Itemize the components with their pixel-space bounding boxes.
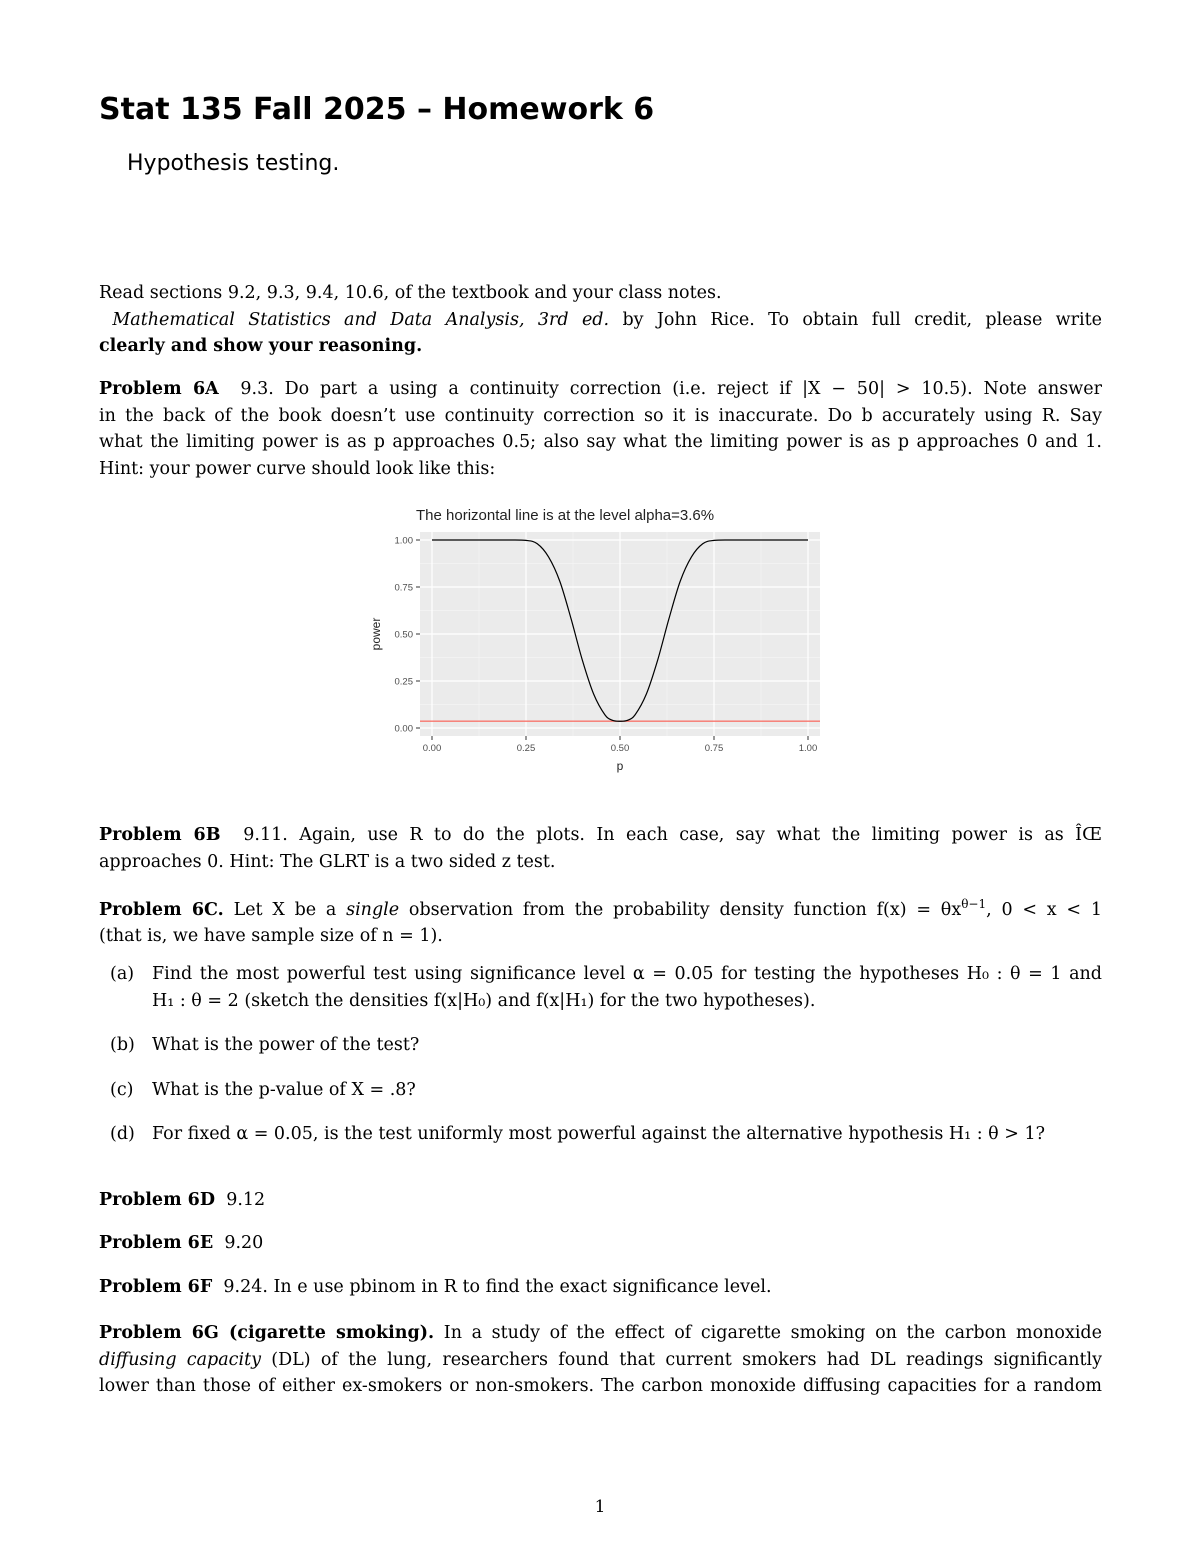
chart-title: The horizontal line is at the level alpha=3.6% bbox=[416, 507, 715, 524]
problem-6a-line-4: Hint: your power curve should look like this: bbox=[99, 458, 496, 479]
chart-tick-label-y: 0.50 bbox=[394, 629, 413, 641]
problem-6g-line-1 bbox=[99, 1320, 1102, 1347]
problem-6c-single: single bbox=[346, 899, 400, 920]
problem-6a-line-2: in the back of the book doesn’t use continuity correction so it is inaccurate. Do b accurately using R. Say bbox=[99, 405, 1102, 426]
problem-6b-line-1-text: 9.11. Again, use R to do the plots. In each case, say what the limiting power is as ÎŒ bbox=[243, 825, 1102, 845]
problem-6g-line-2 bbox=[99, 1347, 1102, 1374]
problem-6f-label: Problem 6F bbox=[99, 1277, 213, 1297]
chart-tick-label-y: 0.25 bbox=[394, 676, 413, 688]
item-c-label: (c) bbox=[110, 1080, 134, 1100]
problem-6e bbox=[99, 1233, 263, 1253]
problem-6d bbox=[99, 1190, 265, 1210]
chart-tick-label-y: 0.75 bbox=[394, 582, 413, 594]
problem-6c-line-1-a: Let X be a bbox=[233, 899, 337, 920]
problem-6a-line-1-text: 9.3. Do part a using a continuity correction (i.e. reject if |X − 50| > 10.5). Note answer bbox=[240, 379, 1102, 399]
problem-6d-label: Problem 6D bbox=[99, 1190, 216, 1210]
book-title: Mathematical Statistics and Data Analysis, 3rd ed. bbox=[112, 309, 610, 330]
intro-line-2 bbox=[99, 307, 1102, 334]
item-b-label: (b) bbox=[110, 1035, 135, 1055]
problem-6e-text: 9.20 bbox=[224, 1233, 264, 1253]
problem-6c bbox=[99, 891, 1102, 950]
chart-tick-label-x: 0.75 bbox=[704, 743, 724, 754]
chart-x-axis-label: p bbox=[616, 759, 624, 773]
chart-tick-label-x: 1.00 bbox=[798, 743, 818, 754]
chart-y-axis-label: power bbox=[369, 617, 383, 651]
problem-6e-label: Problem 6E bbox=[99, 1233, 214, 1253]
intro-line-2-rest: by John Rice. To obtain full credit, please write bbox=[622, 309, 1102, 330]
item-a-line-2: H₁ : θ = 2 (sketch the densities f(x|H₀) and f(x|H₁) for the two hypotheses). bbox=[152, 990, 816, 1011]
problem-6c-line-1 bbox=[99, 891, 1102, 923]
problem-6c-line-2: (that is, we have sample size of n = 1). bbox=[99, 926, 443, 947]
page-subtitle: Hypothesis testing. bbox=[127, 151, 340, 176]
chart-tick-label-y: 1.00 bbox=[394, 535, 413, 547]
problem-6c-item-d bbox=[110, 1121, 1102, 1148]
item-c-line-1: What is the p-value of X = .8? bbox=[152, 1080, 416, 1100]
chart-tick-label-x: 0.00 bbox=[422, 743, 442, 754]
problem-6d-text: 9.12 bbox=[226, 1190, 266, 1210]
item-d-label: (d) bbox=[110, 1124, 135, 1144]
item-b-line-1: What is the power of the test? bbox=[152, 1035, 420, 1055]
problem-6b-line-2: approaches 0. Hint: The GLRT is a two sided z test. bbox=[99, 851, 556, 872]
problem-6g-line-3: lower than those of either ex-smokers or non-smokers. The carbon monoxide diffusing capacities for a random bbox=[99, 1376, 1102, 1396]
problem-6a-line-3: what the limiting power is as p approaches 0.5; also say what the limiting power is as p approaches 0 and 1. bbox=[99, 432, 1102, 452]
chart-tick-label-x: 0.50 bbox=[610, 743, 630, 754]
page-number: 1 bbox=[594, 1497, 606, 1517]
problem-6b-label: Problem 6B bbox=[99, 825, 221, 845]
item-d-line-1: For fixed α = 0.05, is the test uniformly most powerful against the alternative hypothesis H₁ : θ > 1? bbox=[152, 1124, 1046, 1144]
problem-6g-line-1-text: In a study of the effect of cigarette smoking on the carbon monoxide bbox=[443, 1323, 1102, 1343]
problem-6c-item-a bbox=[110, 961, 1102, 1014]
item-a-label: (a) bbox=[110, 964, 135, 984]
intro-paragraph bbox=[99, 280, 1102, 360]
problem-6c-item-c bbox=[110, 1077, 1102, 1104]
intro-line-1: Read sections 9.2, 9.3, 9.4, 10.6, of the textbook and your class notes. bbox=[99, 283, 722, 303]
problem-6c-item-b bbox=[110, 1032, 1102, 1059]
intro-line-3-text: clearly and show your reasoning. bbox=[99, 336, 423, 356]
page-title: Stat 135 Fall 2025 – Homework 6 bbox=[99, 92, 655, 127]
problem-6b-line-1 bbox=[99, 822, 1102, 849]
problem-6c-label: Problem 6C. bbox=[99, 899, 224, 920]
power-curve-chart bbox=[360, 498, 830, 788]
problem-6a bbox=[99, 376, 1102, 482]
problem-6g-label: Problem 6G (cigarette smoking). bbox=[99, 1323, 435, 1343]
problem-6f bbox=[99, 1277, 772, 1297]
problem-6a-label: Problem 6A bbox=[99, 379, 219, 399]
problem-6c-exponent: θ−1 bbox=[961, 897, 987, 911]
item-a-line-1: Find the most powerful test using significance level α = 0.05 for testing the hypotheses H₀ : θ = 1 and bbox=[152, 964, 1102, 984]
intro-line-3 bbox=[99, 333, 1102, 360]
problem-6g bbox=[99, 1320, 1102, 1400]
problem-6g-diffusing-capacity: diffusing capacity bbox=[99, 1349, 261, 1370]
problem-6b bbox=[99, 822, 1102, 875]
problem-6c-line-1-c: , 0 < x < 1 bbox=[986, 899, 1102, 920]
problem-6g-line-2-rest: (DL) of the lung, researchers found that current smokers had DL readings significantly bbox=[271, 1349, 1102, 1370]
chart-tick-label-x: 0.25 bbox=[516, 743, 536, 754]
problem-6a-line-1 bbox=[99, 376, 1102, 403]
power-curve-figure bbox=[360, 498, 830, 788]
problem-6f-text: 9.24. In e use pbinom in R to find the exact significance level. bbox=[223, 1277, 772, 1297]
chart-tick-label-y: 0.00 bbox=[394, 723, 413, 735]
problem-6c-line-1-b: observation from the probability density function f(x) = θx bbox=[408, 899, 962, 920]
